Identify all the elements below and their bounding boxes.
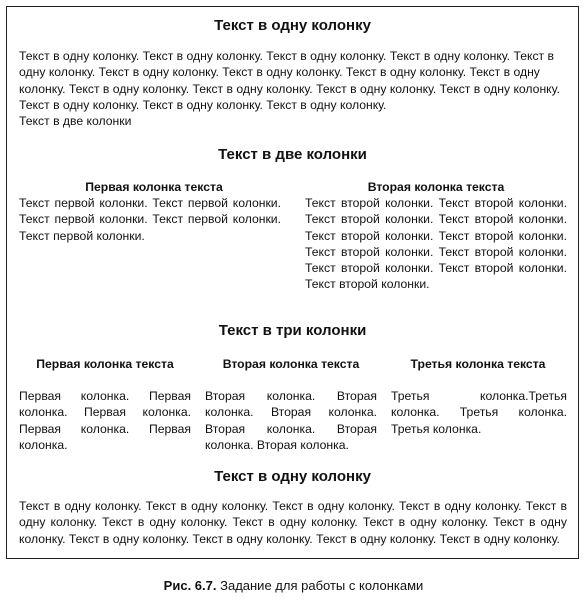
section2-col1-heading: Первая колонка текста [85, 180, 223, 194]
section1-paragraph: Текст в одну колонку. Текст в одну колонку. Текст в одну колонку. Текст в одну колонку. Текст в одну колонку. Текст в одну колонку. Текст в одну колонку. Текст в одну колонку. Текст в одну колонку. Текст в одну колонку. Текст в одну колонку. Текст в одну колонку. Текст в одну колонку. Текст в одну колонку. Текст в одну колонку. Текст в одну колонку. [19, 49, 560, 112]
section2-title: Текст в две колонки [218, 146, 367, 163]
caption-label: Рис. 6.7. [163, 578, 217, 593]
figure-caption [0, 578, 587, 593]
section2-col1-text: Текст первой колонки. Текст первой колонки. Текст первой колонки. Текст первой колонки. Текст первой колонки. [19, 196, 281, 243]
section4-paragraph: Текст в одну колонку. Текст в одну колонку. Текст в одну колонку. Текст в одну колонку. Текст в одну колонку. Текст в одну колонку. Текст в одну колонку. Текст в одну колонку. Текст в одну колонку. Текст в одну колонку. Текст в одну колонку. Текст в одну колонку. Текст в одну колонку. [19, 499, 567, 546]
section3-col1-text: Первая колонка. Первая колонка. Первая колонка. Первая колонка. Первая колонка. [19, 389, 191, 452]
section3-title: Текст в три колонки [218, 322, 367, 339]
section3-col2-heading: Вторая колонка текста [222, 357, 360, 371]
document-frame [6, 6, 579, 559]
caption-text: Задание для работы с колонками [220, 578, 424, 593]
section3-col3-text: Третья колонка.Третья колонка. Третья колонка. Третья колонка. [391, 389, 567, 436]
section3-col1-heading: Первая колонка текста [36, 357, 174, 371]
section1-line-two-columns: Текст в две колонки [19, 114, 132, 128]
section3-col3-heading: Третья колонка текста [410, 357, 546, 371]
section2-col2-text: Текст второй колонки. Текст второй колонки. Текст второй колонки. Текст второй колонки. Текст второй колонки. Текст второй колонки. Текст второй колонки. Текст второй колонки. Текст второй колонки. Текст второй колонки. Текст второй колонки. [305, 196, 567, 292]
section4-title: Текст в одну колонку [214, 468, 371, 485]
section2-col2-heading: Вторая колонка текста [367, 180, 505, 194]
section3-col2-text: Вторая колонка. Вторая колонка. Вторая колонка. Вторая колонка. Вторая колонка. Вторая колонка. [205, 389, 377, 452]
section1-title: Текст в одну колонку [214, 17, 371, 34]
